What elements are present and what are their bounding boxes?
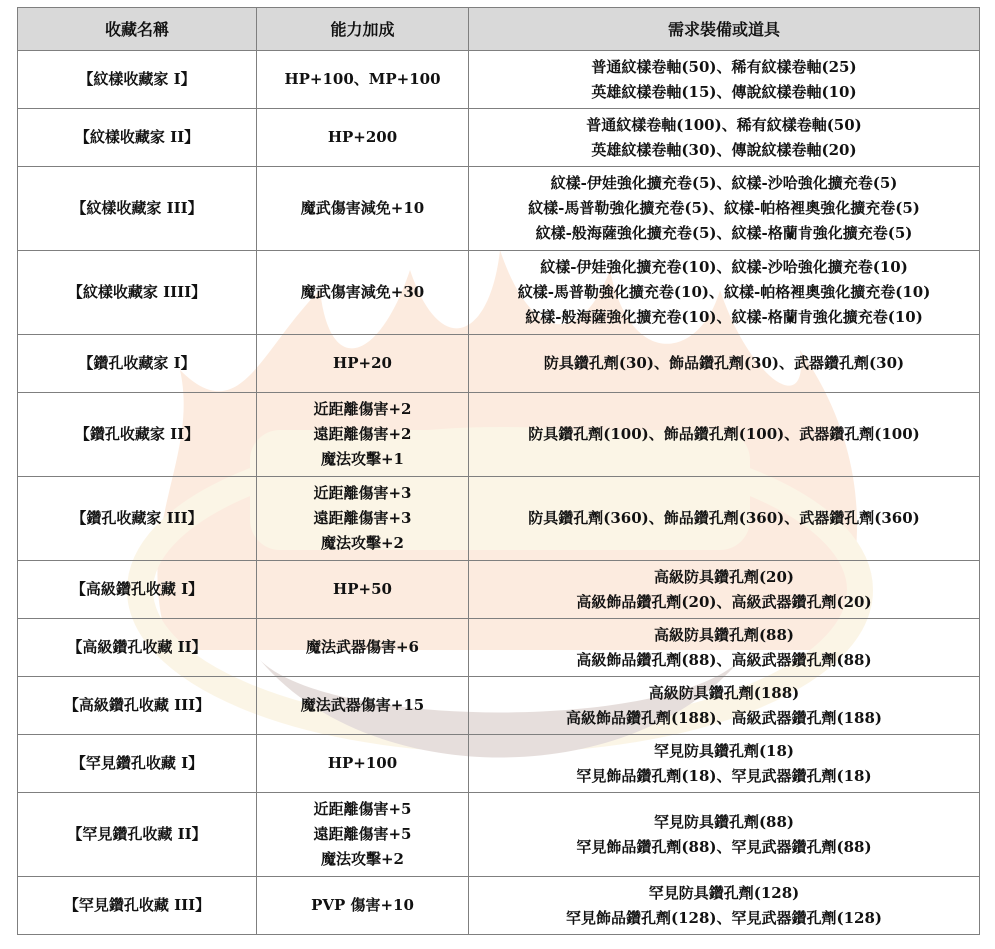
table-row xyxy=(18,793,980,877)
requirement-line: 高級防具鑽孔劑(88) xyxy=(653,625,795,644)
requirement-line: 高級飾品鑽孔劑(20)、高級武器鑽孔劑(20) xyxy=(576,592,872,611)
header-row xyxy=(18,8,980,51)
bonus-line: 近距離傷害+3 xyxy=(313,484,412,502)
requirement-line: 罕見防具鑽孔劑(18) xyxy=(653,741,795,760)
collection-name-cell xyxy=(18,677,257,735)
bonus-cell xyxy=(257,167,469,251)
requirement-line: 防具鑽孔劑(30)、飾品鑽孔劑(30)、武器鑽孔劑(30) xyxy=(543,354,905,372)
bonus-cell xyxy=(257,477,469,561)
table-row xyxy=(18,619,980,677)
requirement-line: 普通紋樣卷軸(50)、稀有紋樣卷軸(25) xyxy=(591,57,857,76)
table-row xyxy=(18,51,980,109)
bonus-line: HP+20 xyxy=(333,354,392,372)
collection-name-cell xyxy=(18,877,257,935)
collection-name-cell xyxy=(18,393,257,477)
requirement-cell xyxy=(469,335,980,393)
requirement-line: 紋樣-馬普勒強化擴充卷(10)、紋樣-帕格裡奧強化擴充卷(10) xyxy=(517,283,931,301)
bonus-line: 魔法武器傷害+15 xyxy=(300,696,425,714)
header-name: 收藏名稱 xyxy=(18,8,257,51)
requirement-line: 高級飾品鑽孔劑(88)、高級武器鑽孔劑(88) xyxy=(576,650,872,669)
table-row xyxy=(18,477,980,561)
requirement-cell xyxy=(469,619,980,677)
table-row xyxy=(18,109,980,167)
collection-name-line: 【罕見鑽孔收藏 III】 xyxy=(63,896,211,914)
requirement-cell xyxy=(469,735,980,793)
bonus-line: 近距離傷害+2 xyxy=(313,400,412,418)
bonus-line: 近距離傷害+5 xyxy=(313,800,412,818)
table-row xyxy=(18,735,980,793)
table-row xyxy=(18,335,980,393)
table-row xyxy=(18,251,980,335)
bonus-line: HP+200 xyxy=(327,128,398,146)
bonus-cell xyxy=(257,393,469,477)
collection-name-line: 【鑽孔收藏家 II】 xyxy=(74,425,200,443)
collection-name-cell xyxy=(18,793,257,877)
requirement-cell xyxy=(469,561,980,619)
bonus-line: 魔武傷害減免+30 xyxy=(300,283,425,301)
table-row xyxy=(18,167,980,251)
collection-name-line: 【高級鑽孔收藏 I】 xyxy=(70,580,204,598)
requirement-line: 紋樣-馬普勒強化擴充卷(5)、紋樣-帕格裡奧強化擴充卷(5) xyxy=(528,199,920,217)
requirement-line: 罕見飾品鑽孔劑(128)、罕見武器鑽孔劑(128) xyxy=(565,908,882,927)
bonus-line: 魔法武器傷害+6 xyxy=(305,638,419,656)
bonus-cell xyxy=(257,619,469,677)
collection-name-cell xyxy=(18,735,257,793)
requirement-cell xyxy=(469,877,980,935)
requirement-line: 罕見防具鑽孔劑(128) xyxy=(648,883,800,902)
requirement-line: 罕見飾品鑽孔劑(88)、罕見武器鑽孔劑(88) xyxy=(576,837,872,856)
bonus-line: 遠距離傷害+5 xyxy=(313,825,412,843)
requirement-line: 紋樣-伊娃強化擴充卷(10)、紋樣-沙哈強化擴充卷(10) xyxy=(540,258,908,276)
bonus-cell xyxy=(257,793,469,877)
collection-name-line: 【鑽孔收藏家 III】 xyxy=(71,509,203,527)
bonus-line: 魔法攻擊+2 xyxy=(320,534,404,552)
requirement-line: 高級飾品鑽孔劑(188)、高級武器鑽孔劑(188) xyxy=(565,708,882,727)
requirement-cell xyxy=(469,109,980,167)
header-bonus: 能力加成 xyxy=(257,8,469,51)
collection-name-cell xyxy=(18,167,257,251)
requirement-line: 英雄紋樣卷軸(15)、傳說紋樣卷軸(10) xyxy=(591,82,857,101)
requirement-cell xyxy=(469,793,980,877)
collection-name-line: 【紋樣收藏家 III】 xyxy=(71,199,203,217)
table-row xyxy=(18,561,980,619)
collection-name-line: 【高級鑽孔收藏 II】 xyxy=(67,638,207,656)
collection-name-line: 【鑽孔收藏家 I】 xyxy=(78,354,196,372)
collection-name-line: 【紋樣收藏家 IIII】 xyxy=(67,283,207,301)
collection-name-line: 【紋樣收藏家 I】 xyxy=(78,70,196,88)
collection-name-line: 【高級鑽孔收藏 III】 xyxy=(63,696,211,714)
requirement-line: 紋樣-般海薩強化擴充卷(10)、紋樣-格蘭肯強化擴充卷(10) xyxy=(525,308,923,326)
collection-name-line: 【罕見鑽孔收藏 I】 xyxy=(70,754,204,772)
requirement-line: 紋樣-伊娃強化擴充卷(5)、紋樣-沙哈強化擴充卷(5) xyxy=(550,174,898,192)
requirement-line: 罕見飾品鑽孔劑(18)、罕見武器鑽孔劑(18) xyxy=(576,766,872,785)
collection-name-cell xyxy=(18,51,257,109)
collection-name-cell xyxy=(18,619,257,677)
bonus-line: 魔法攻擊+2 xyxy=(320,850,404,868)
bonus-cell xyxy=(257,677,469,735)
requirement-line: 高級防具鑽孔劑(20) xyxy=(653,567,795,586)
requirement-cell xyxy=(469,51,980,109)
collection-name-cell xyxy=(18,561,257,619)
collection-name-cell xyxy=(18,477,257,561)
requirement-line: 高級防具鑽孔劑(188) xyxy=(648,683,800,702)
requirement-line: 罕見防具鑽孔劑(88) xyxy=(653,812,795,831)
collection-name-cell xyxy=(18,335,257,393)
requirement-line: 防具鑽孔劑(360)、飾品鑽孔劑(360)、武器鑽孔劑(360) xyxy=(528,509,920,527)
bonus-line: 魔武傷害減免+10 xyxy=(300,199,425,217)
bonus-cell xyxy=(257,109,469,167)
requirement-cell xyxy=(469,167,980,251)
bonus-line: HP+100 xyxy=(327,754,398,772)
table-row xyxy=(18,677,980,735)
collection-table xyxy=(17,7,980,935)
bonus-cell xyxy=(257,51,469,109)
requirement-line: 防具鑽孔劑(100)、飾品鑽孔劑(100)、武器鑽孔劑(100) xyxy=(528,425,920,443)
bonus-line: 遠距離傷害+3 xyxy=(313,509,412,527)
requirement-cell xyxy=(469,251,980,335)
collection-name-cell xyxy=(18,251,257,335)
requirement-cell xyxy=(469,677,980,735)
bonus-line: HP+50 xyxy=(333,580,392,598)
bonus-line: 魔法攻擊+1 xyxy=(320,450,404,468)
bonus-line: 遠距離傷害+2 xyxy=(313,425,412,443)
bonus-cell xyxy=(257,335,469,393)
requirement-line: 普通紋樣卷軸(100)、稀有紋樣卷軸(50) xyxy=(586,115,862,134)
requirement-cell xyxy=(469,477,980,561)
collection-name-line: 【紋樣收藏家 II】 xyxy=(74,128,200,146)
requirement-cell xyxy=(469,393,980,477)
bonus-cell xyxy=(257,251,469,335)
header-requirement: 需求裝備或道具 xyxy=(469,8,980,51)
table-row xyxy=(18,393,980,477)
bonus-cell xyxy=(257,877,469,935)
bonus-cell xyxy=(257,561,469,619)
collection-name-line: 【罕見鑽孔收藏 II】 xyxy=(67,825,207,843)
bonus-cell xyxy=(257,735,469,793)
bonus-line: HP+100、MP+100 xyxy=(284,70,441,88)
bonus-line: PVP 傷害+10 xyxy=(311,896,414,914)
requirement-line: 英雄紋樣卷軸(30)、傳說紋樣卷軸(20) xyxy=(591,140,857,159)
requirement-line: 紋樣-般海薩強化擴充卷(5)、紋樣-格蘭肯強化擴充卷(5) xyxy=(535,224,913,242)
collection-name-cell xyxy=(18,109,257,167)
table-row xyxy=(18,877,980,935)
